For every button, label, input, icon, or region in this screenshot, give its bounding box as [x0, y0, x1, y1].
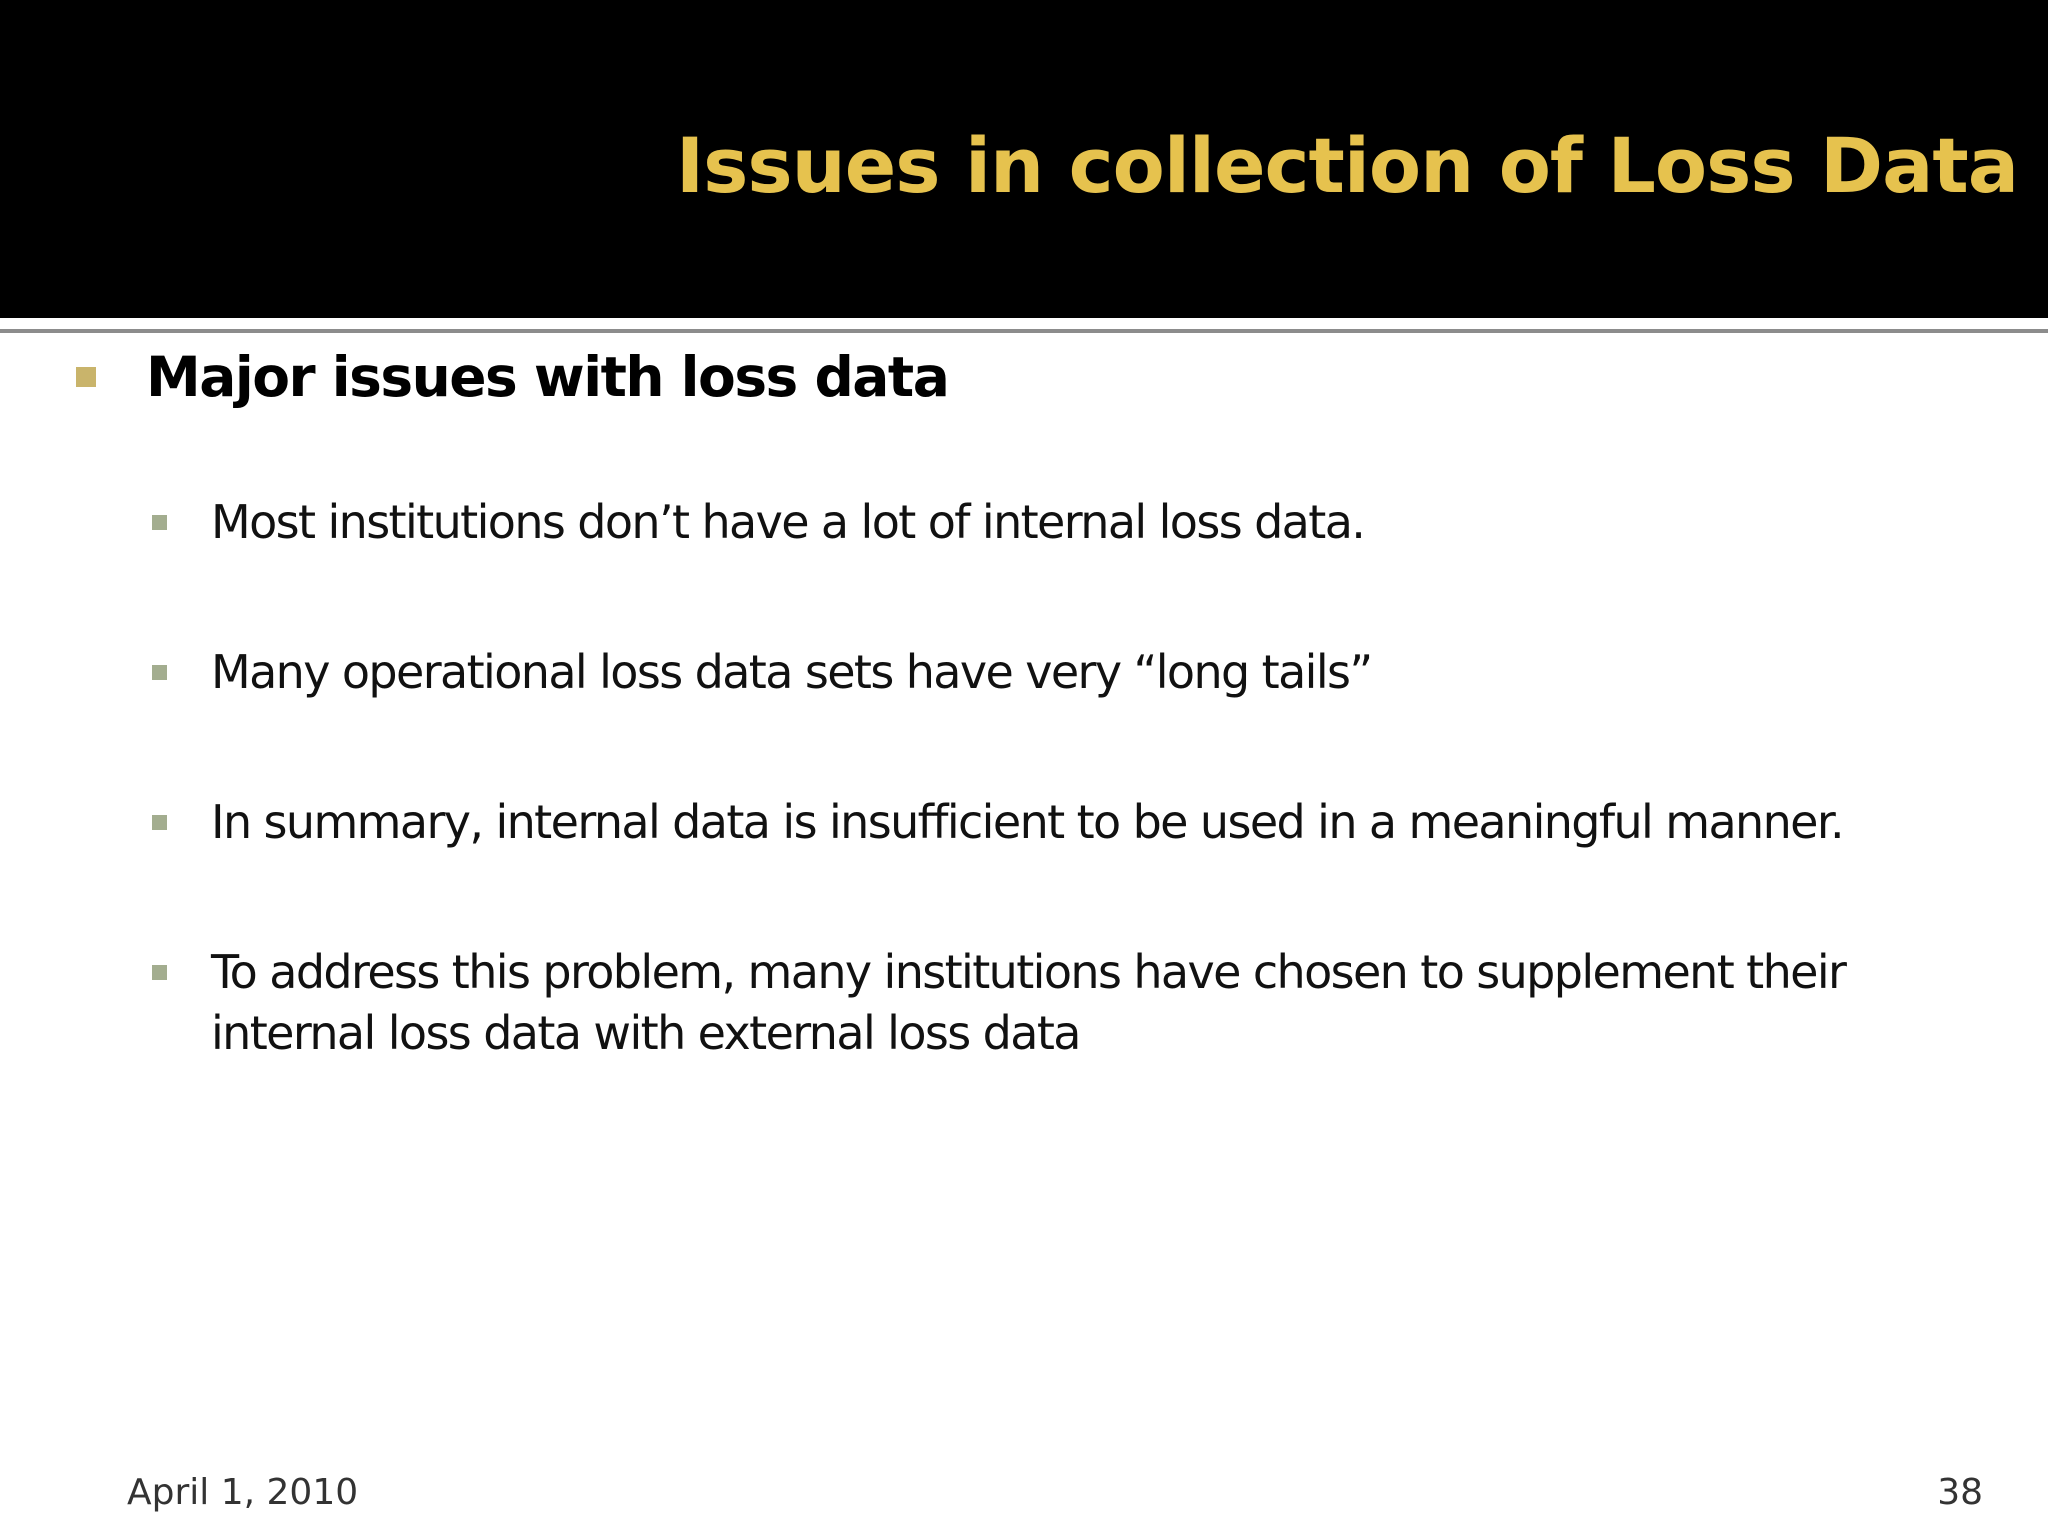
sub-bullet-item	[152, 792, 2002, 853]
sub-bullet-item	[152, 942, 2002, 1064]
square-bullet-icon	[152, 515, 167, 530]
sub-bullet-text: In summary, internal data is insufficient to be used in a meaningful manner.	[211, 795, 1843, 849]
square-bullet-icon	[152, 665, 167, 680]
sub-bullet-item	[152, 492, 2002, 553]
square-bullet-icon	[152, 965, 167, 980]
slide-title: Issues in collection of Loss Data	[675, 121, 2018, 210]
sub-bullet-text: To address this problem, many institutions have chosen to supplement their internal loss data with external loss data	[211, 945, 1846, 1060]
sub-bullet-item	[152, 642, 2002, 703]
sub-bullet-text: Most institutions don’t have a lot of internal loss data.	[211, 495, 1365, 549]
main-bullet-text: Major issues with loss data	[146, 345, 949, 409]
footer-date: April 1, 2010	[127, 1472, 359, 1513]
sub-bullet-text: Many operational loss data sets have very “long tails”	[211, 645, 1372, 699]
main-bullet-item	[76, 345, 1976, 409]
square-bullet-icon	[152, 815, 167, 830]
slide-number: 38	[1937, 1472, 1983, 1513]
square-bullet-icon	[76, 367, 96, 387]
